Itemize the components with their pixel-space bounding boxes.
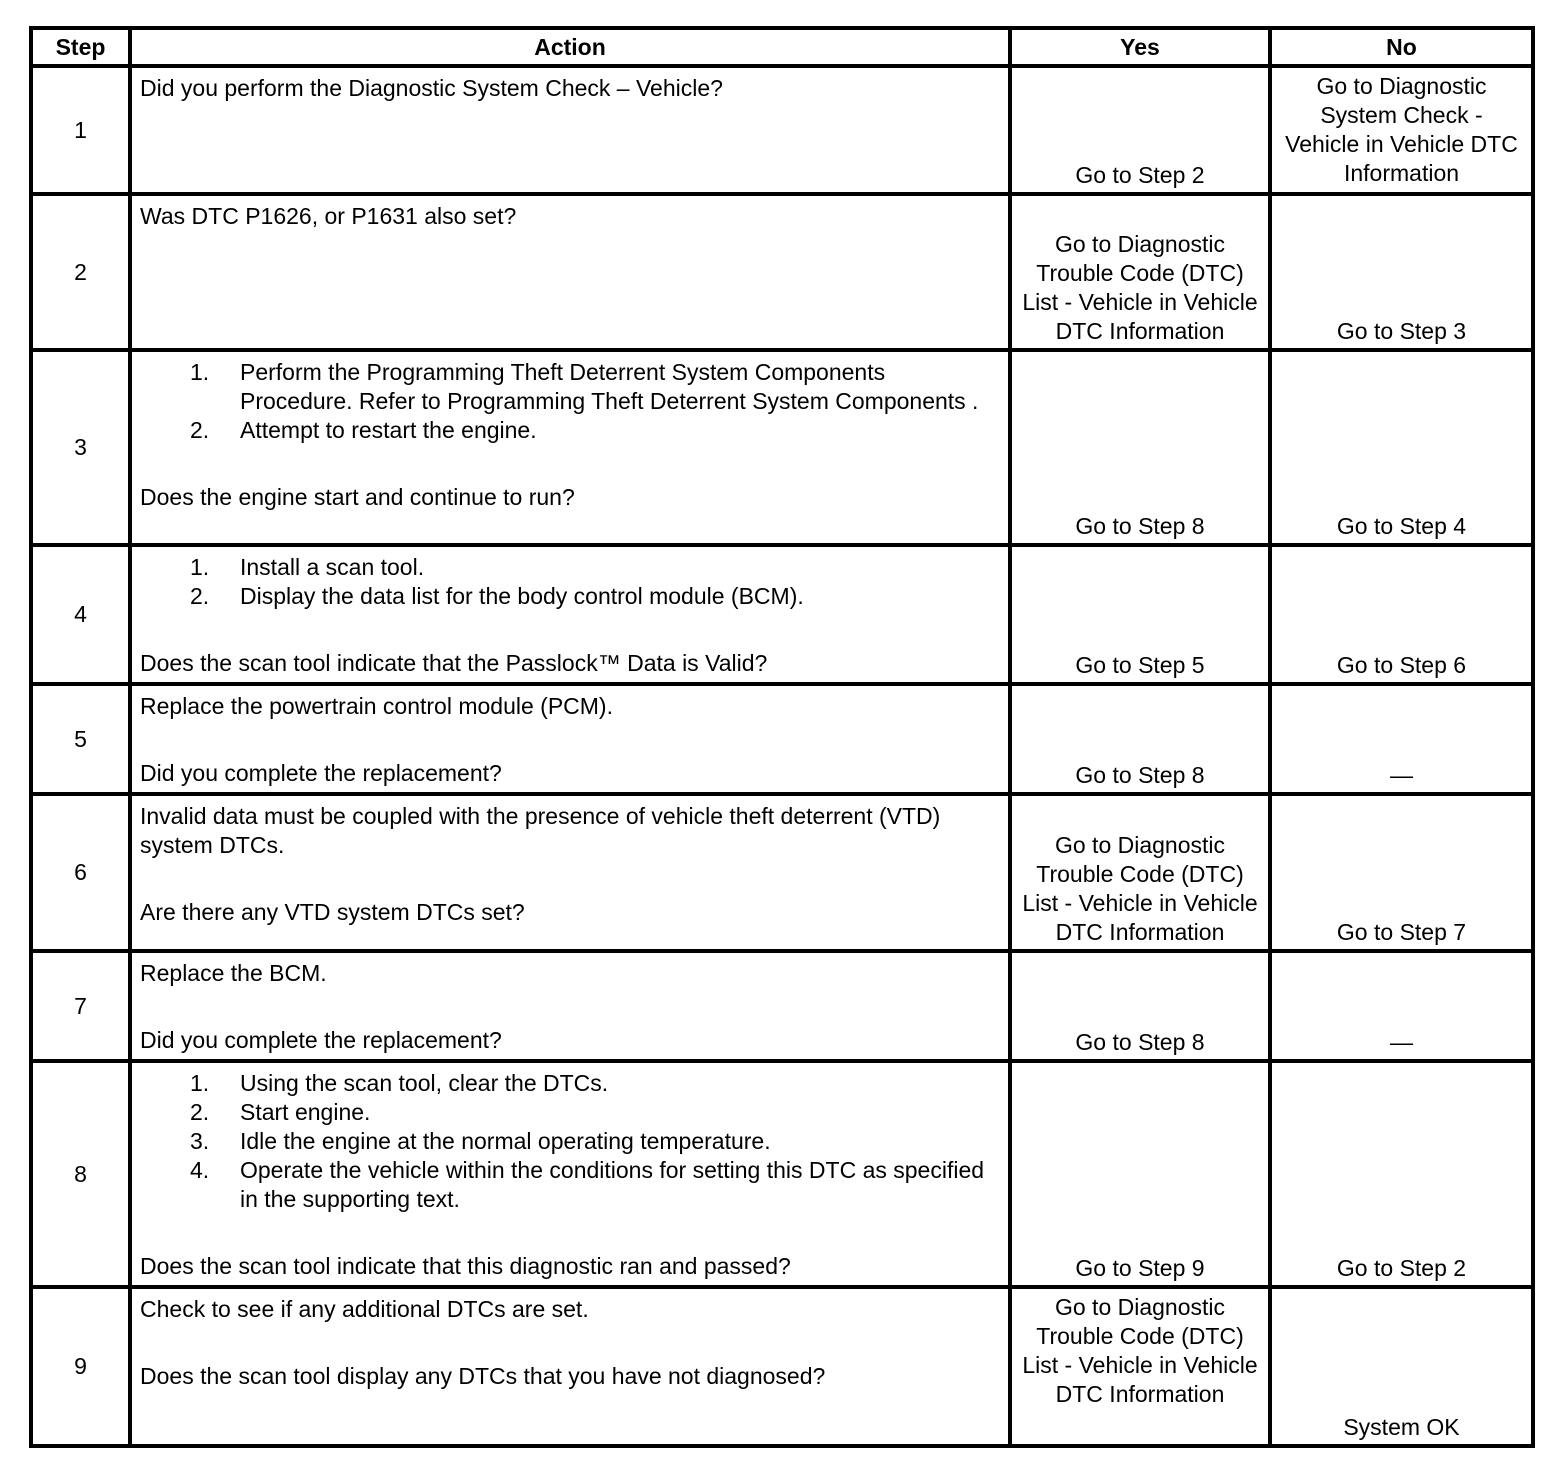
yes-outcome: Go to Step 8 xyxy=(1010,350,1270,545)
header-row xyxy=(31,28,1533,66)
substep-text: Install a scan tool. xyxy=(240,554,425,580)
action-intro: Was DTC P1626, or P1631 also set? xyxy=(140,203,517,229)
action-cell xyxy=(130,951,1010,1061)
yes-outcome: Go to Step 9 xyxy=(1010,1061,1270,1287)
yes-outcome: Go to Diagnostic Trouble Code (DTC) List - Vehicle in Vehicle DTC Information xyxy=(1010,1287,1270,1446)
action-intro: Replace the BCM. xyxy=(140,960,327,986)
table-body xyxy=(31,66,1533,1446)
table-row xyxy=(31,1061,1533,1287)
action-question: Does the scan tool display any DTCs that you have not diagnosed? xyxy=(140,1363,826,1389)
header-yes: Yes xyxy=(1010,28,1270,66)
diagnostic-table xyxy=(29,26,1535,1448)
substep-list xyxy=(140,358,1000,445)
action-cell xyxy=(130,66,1010,194)
step-number: 5 xyxy=(31,684,130,794)
step-number: 4 xyxy=(31,545,130,684)
action-question: Does the scan tool indicate that the Passlock™ Data is Valid? xyxy=(140,650,768,676)
substep-item xyxy=(190,358,1000,416)
action-intro: Check to see if any additional DTCs are set. xyxy=(140,1296,589,1322)
step-number: 7 xyxy=(31,951,130,1061)
table-row xyxy=(31,1287,1533,1446)
substep-number: 2. xyxy=(190,1099,210,1125)
no-outcome: Go to Step 3 xyxy=(1270,194,1533,350)
action-intro: Did you perform the Diagnostic System Check – Vehicle? xyxy=(140,75,723,101)
no-outcome: System OK xyxy=(1270,1287,1533,1446)
substep-number: 1. xyxy=(190,1070,210,1096)
table-row xyxy=(31,545,1533,684)
action-cell xyxy=(130,350,1010,545)
step-number: 8 xyxy=(31,1061,130,1287)
substep-number: 2. xyxy=(190,583,210,609)
action-cell xyxy=(130,1061,1010,1287)
action-cell xyxy=(130,794,1010,951)
step-number: 3 xyxy=(31,350,130,545)
substep-item xyxy=(190,1069,1000,1098)
action-question: Are there any VTD system DTCs set? xyxy=(140,899,525,925)
yes-outcome: Go to Step 8 xyxy=(1010,951,1270,1061)
table-row xyxy=(31,194,1533,350)
substep-text: Idle the engine at the normal operating temperature. xyxy=(240,1128,771,1154)
action-question: Does the engine start and continue to run? xyxy=(140,484,575,510)
table-row xyxy=(31,794,1533,951)
substep-text: Using the scan tool, clear the DTCs. xyxy=(240,1070,609,1096)
action-intro: Replace the powertrain control module (PCM). xyxy=(140,693,613,719)
step-number: 1 xyxy=(31,66,130,194)
yes-outcome: Go to Step 2 xyxy=(1010,66,1270,194)
substep-item xyxy=(190,582,1000,611)
substep-number: 1. xyxy=(190,359,210,385)
action-cell xyxy=(130,545,1010,684)
no-outcome: Go to Step 6 xyxy=(1270,545,1533,684)
substep-text: Start engine. xyxy=(240,1099,371,1125)
yes-outcome: Go to Step 5 xyxy=(1010,545,1270,684)
header-no: No xyxy=(1270,28,1533,66)
no-outcome: — xyxy=(1270,684,1533,794)
no-outcome: Go to Diagnostic System Check - Vehicle in Vehicle DTC Information xyxy=(1270,66,1533,194)
table-row xyxy=(31,684,1533,794)
action-cell xyxy=(130,1287,1010,1446)
action-cell xyxy=(130,194,1010,350)
no-outcome: Go to Step 2 xyxy=(1270,1061,1533,1287)
step-number: 9 xyxy=(31,1287,130,1446)
action-question: Did you complete the replacement? xyxy=(140,760,502,786)
substep-number: 4. xyxy=(190,1157,210,1183)
no-outcome: Go to Step 4 xyxy=(1270,350,1533,545)
substep-list xyxy=(140,1069,1000,1214)
no-outcome: — xyxy=(1270,951,1533,1061)
action-question: Did you complete the replacement? xyxy=(140,1027,502,1053)
yes-outcome: Go to Step 8 xyxy=(1010,684,1270,794)
yes-outcome: Go to Diagnostic Trouble Code (DTC) List - Vehicle in Vehicle DTC Information xyxy=(1010,194,1270,350)
substep-text: Operate the vehicle within the conditions for setting this DTC as specified in the supporting text. xyxy=(240,1157,985,1212)
substep-item xyxy=(190,553,1000,582)
header-action: Action xyxy=(130,28,1010,66)
action-question: Does the scan tool indicate that this diagnostic ran and passed? xyxy=(140,1253,791,1279)
no-outcome: Go to Step 7 xyxy=(1270,794,1533,951)
substep-item xyxy=(190,1156,1000,1214)
substep-number: 2. xyxy=(190,417,210,443)
action-intro: Invalid data must be coupled with the presence of vehicle theft deterrent (VTD) system DTCs. xyxy=(140,803,941,858)
action-cell xyxy=(130,684,1010,794)
step-number: 6 xyxy=(31,794,130,951)
substep-number: 1. xyxy=(190,554,210,580)
header-step: Step xyxy=(31,28,130,66)
substep-item xyxy=(190,1098,1000,1127)
substep-text: Attempt to restart the engine. xyxy=(240,417,537,443)
substep-item xyxy=(190,1127,1000,1156)
substep-text: Display the data list for the body control module (BCM). xyxy=(240,583,804,609)
yes-outcome: Go to Diagnostic Trouble Code (DTC) List - Vehicle in Vehicle DTC Information xyxy=(1010,794,1270,951)
table-row xyxy=(31,951,1533,1061)
substep-number: 3. xyxy=(190,1128,210,1154)
table-row xyxy=(31,350,1533,545)
substep-item xyxy=(190,416,1000,445)
step-number: 2 xyxy=(31,194,130,350)
table-row xyxy=(31,66,1533,194)
substep-text: Perform the Programming Theft Deterrent System Components Procedure. Refer to Programming Theft Deterrent System Components . xyxy=(240,359,979,414)
substep-list xyxy=(140,553,1000,611)
